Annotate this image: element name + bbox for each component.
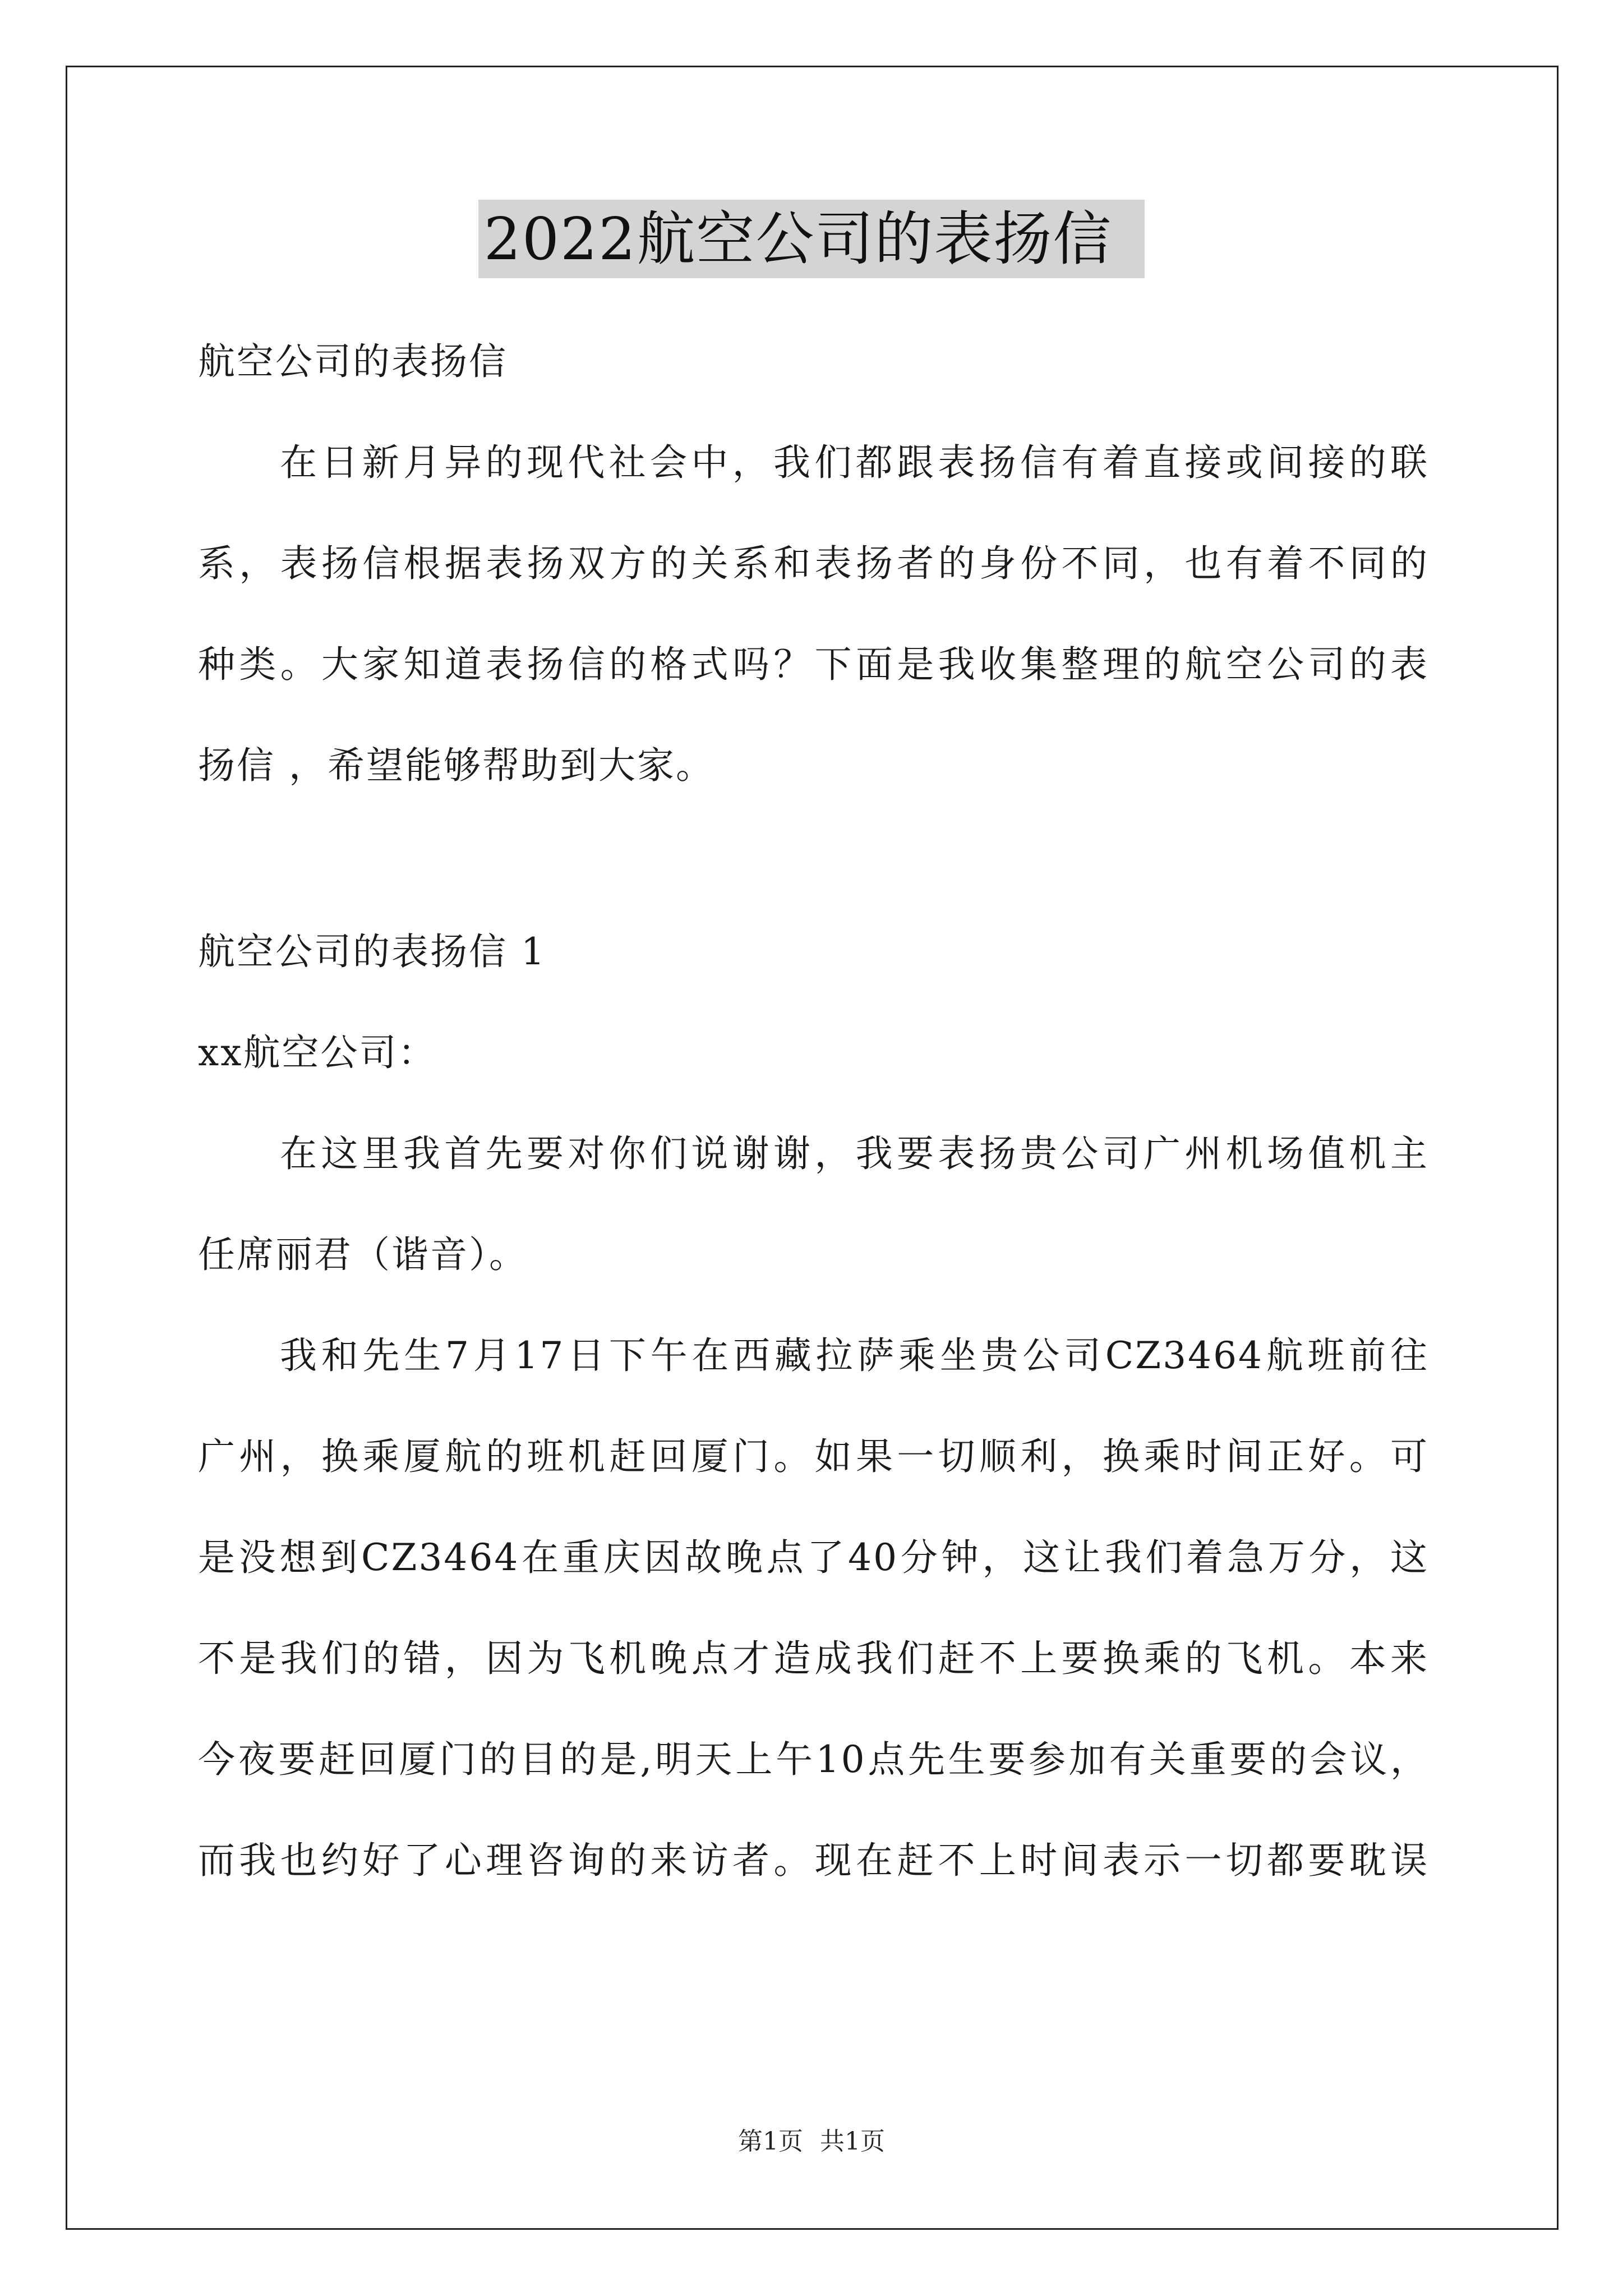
title-container — [0, 200, 1623, 278]
paragraph-line: 在这里我首先要对你们说谢谢，我要表扬贵公司广州机场值机主 — [280, 1132, 1429, 1175]
page-total: 共1页 — [820, 2127, 885, 2156]
page-footer — [0, 2125, 1623, 2159]
paragraph-line: 任席丽君（谐音）。 — [198, 1233, 528, 1276]
paragraph-line: 种类。大家知道表扬信的格式吗？下面是我收集整理的航空公司的表 — [198, 643, 1429, 686]
paragraph-line: 扬信 ，希望能够帮助到大家。 — [198, 744, 714, 787]
paragraph-line: 不是我们的错，因为飞机晚点才造成我们赶不上要换乘的飞机。本来 — [198, 1637, 1429, 1680]
paragraph-line: 广州，换乘厦航的班机赶回厦门。如果一切顺利，换乘时间正好。可 — [198, 1435, 1429, 1478]
paragraph-line: 而我也约好了心理咨询的来访者。现在赶不上时间表示一切都要耽误 — [198, 1839, 1429, 1882]
paragraph-line: 在日新月异的现代社会中，我们都跟表扬信有着直接或间接的联 — [280, 441, 1429, 484]
paragraph-line: 系，表扬信根据表扬双方的关系和表扬者的身份不同，也有着不同的 — [198, 542, 1429, 585]
salutation: xx航空公司： — [198, 1031, 437, 1074]
section-heading: 航空公司的表扬信 1 — [198, 930, 546, 973]
page-number: 第1页 — [738, 2127, 803, 2156]
paragraph-line: 今夜要赶回厦门的目的是,明天上午10点先生要参加有关重要的会议， — [198, 1738, 1429, 1781]
paragraph-line: 我和先生7月17日下午在西藏拉萨乘坐贵公司CZ3464航班前往 — [280, 1334, 1429, 1377]
subtitle-line: 航空公司的表扬信 — [198, 340, 508, 383]
document-title: 2022航空公司的表扬信 — [478, 200, 1145, 278]
paragraph-line: 是没想到CZ3464在重庆因故晚点了40分钟，这让我们着急万分，这 — [198, 1536, 1429, 1579]
